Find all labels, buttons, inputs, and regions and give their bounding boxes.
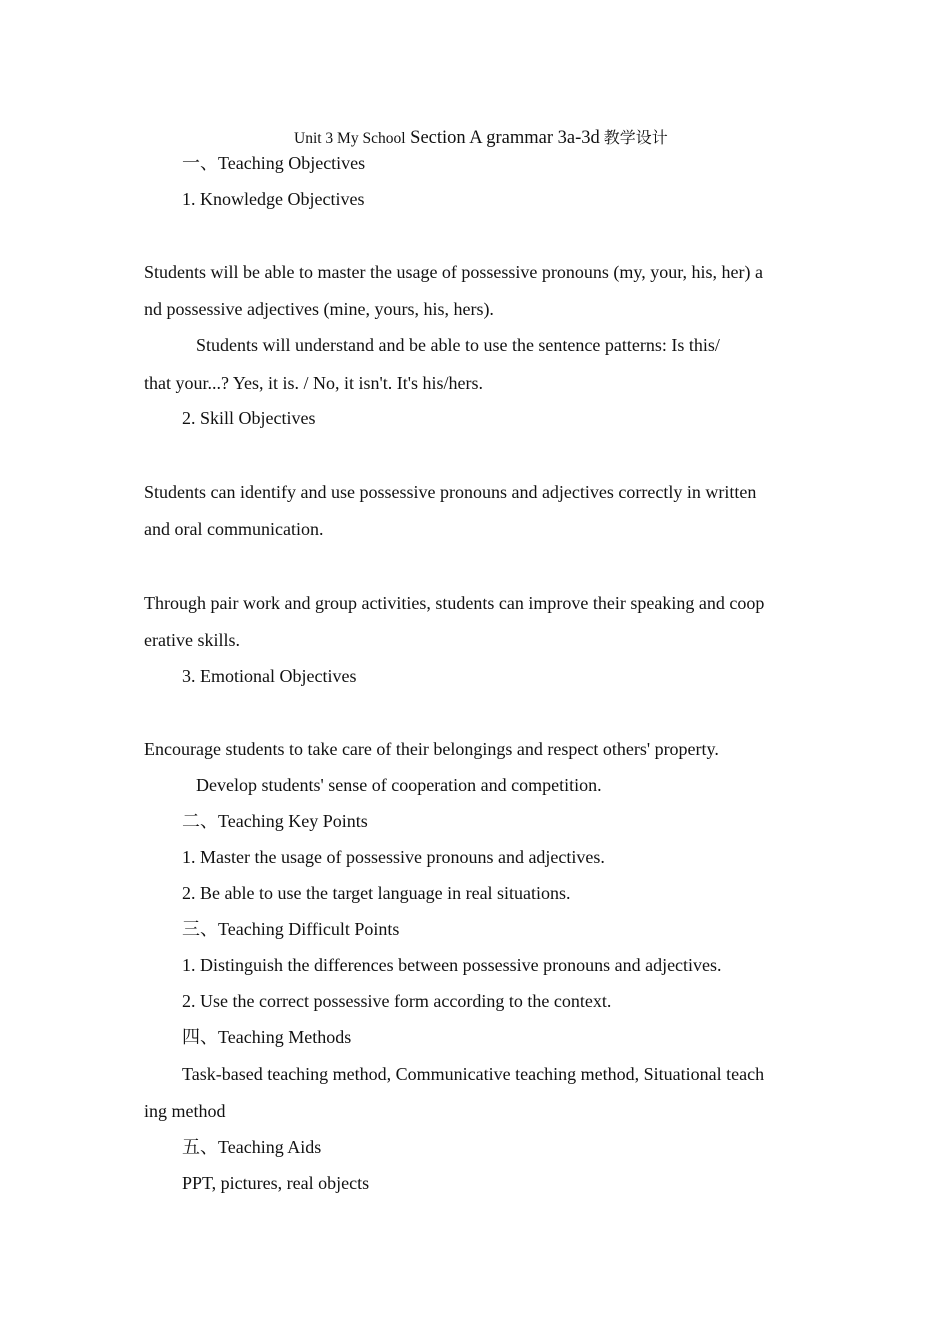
teaching-methods-line2: ing method bbox=[144, 1101, 226, 1121]
title-unit: Unit 3 My School bbox=[294, 130, 406, 147]
knowledge-objective-1-line1: Students will be able to master the usage of possessive pronouns (my, your, his, her) a bbox=[144, 262, 763, 282]
heading-teaching-difficult-points: 三、Teaching Difficult Points bbox=[182, 919, 400, 939]
skill-objective-2-line1: Through pair work and group activities, students can improve their speaking and coop bbox=[144, 593, 765, 613]
teaching-methods-line1: Task-based teaching method, Communicative teaching method, Situational teach bbox=[182, 1064, 765, 1084]
subheading-knowledge-objectives: 1. Knowledge Objectives bbox=[182, 189, 365, 209]
heading-teaching-aids: 五、Teaching Aids bbox=[182, 1137, 322, 1157]
skill-objective-2-line2: erative skills. bbox=[144, 630, 240, 650]
heading-teaching-methods: 四、Teaching Methods bbox=[182, 1027, 352, 1047]
subheading-emotional-objectives: 3. Emotional Objectives bbox=[182, 666, 357, 686]
heading-teaching-key-points: 二、Teaching Key Points bbox=[182, 811, 368, 831]
key-point-1: 1. Master the usage of possessive pronouns and adjectives. bbox=[182, 847, 605, 867]
teaching-aids-list: PPT, pictures, real objects bbox=[182, 1173, 370, 1193]
key-point-2: 2. Be able to use the target language in real situations. bbox=[182, 883, 571, 903]
document-title bbox=[294, 126, 668, 150]
skill-objective-1-line2: and oral communication. bbox=[144, 519, 324, 539]
knowledge-objective-1-line2: nd possessive adjectives (mine, yours, his, hers). bbox=[144, 299, 494, 319]
title-design: 教学设计 bbox=[599, 130, 668, 147]
difficult-point-2: 2. Use the correct possessive form according to the context. bbox=[182, 991, 612, 1011]
knowledge-objective-2-line2: that your...? Yes, it is. / No, it isn't. It's his/hers. bbox=[144, 373, 484, 393]
emotional-objective-2: Develop students' sense of cooperation and competition. bbox=[196, 775, 602, 795]
title-section: Section A grammar 3a-3d bbox=[405, 128, 600, 148]
knowledge-objective-2-line1: Students will understand and be able to use the sentence patterns: Is this/ bbox=[196, 335, 720, 355]
subheading-skill-objectives: 2. Skill Objectives bbox=[182, 408, 316, 428]
skill-objective-1-line1: Students can identify and use possessive pronouns and adjectives correctly in written bbox=[144, 482, 757, 502]
difficult-point-1: 1. Distinguish the differences between possessive pronouns and adjectives. bbox=[182, 955, 722, 975]
emotional-objective-1: Encourage students to take care of their belongings and respect others' property. bbox=[144, 739, 719, 759]
heading-teaching-objectives: 一、Teaching Objectives bbox=[182, 153, 366, 173]
